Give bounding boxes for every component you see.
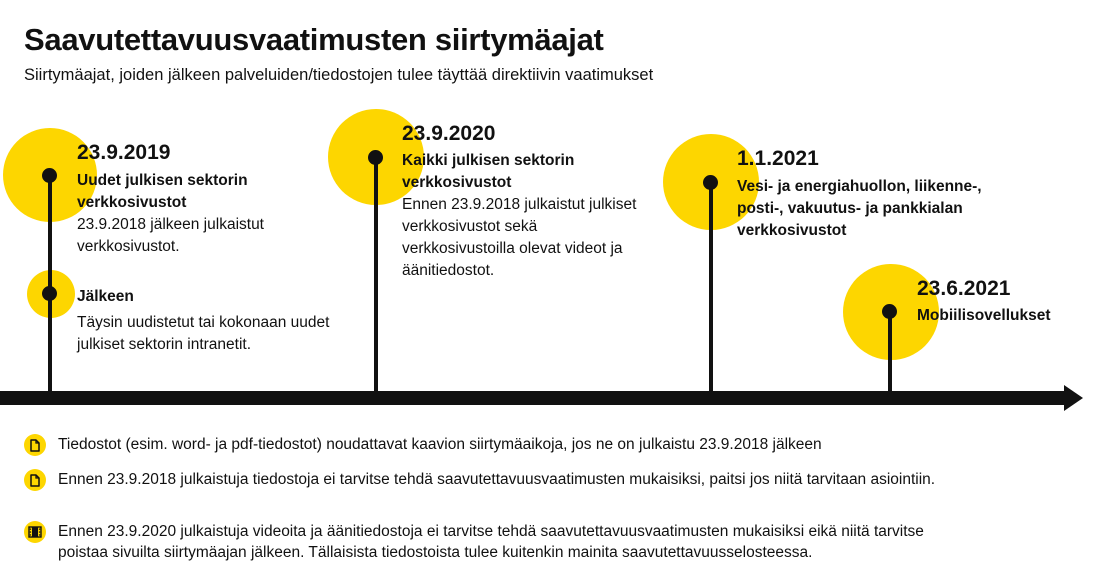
- milestone-label-1: [77, 141, 317, 258]
- milestone-description: Täysin uudistetut tai kokonaan uudet julkiset sektorin intranetit.: [77, 314, 330, 353]
- milestone-dot-1: [42, 168, 57, 183]
- milestone-heading: Vesi- ja energiahuollon, liikenne-, posti-, vakuutus- ja pankkialan verkkosivustot: [737, 178, 982, 239]
- milestone-label-4: [737, 147, 1002, 242]
- milestone-description: Ennen 23.9.2018 julkaistut julkiset verkkosivustot sekä verkkosivustoilla olevat videot ja äänitiedostot.: [402, 196, 637, 279]
- note-text: Ennen 23.9.2018 julkaistuja tiedostoja ei tarvitse tehdä saavutettavuusvaatimusten mukaisiksi, paitsi jos niitä tarvitaan asiointiin.: [58, 471, 936, 488]
- milestone-date: 23.9.2019: [77, 141, 171, 164]
- milestone-dot-4: [703, 175, 718, 190]
- milestone-stem-5: [888, 312, 892, 396]
- milestone-stem-4: [709, 182, 713, 396]
- milestone-dot-2: [42, 286, 57, 301]
- milestone-date: 23.6.2021: [917, 277, 1011, 300]
- milestone-label-5: [917, 277, 1097, 327]
- milestone-label-3: [402, 122, 652, 282]
- document-icon: [24, 434, 46, 456]
- page-title: Saavutettavuusvaatimusten siirtymäajat: [24, 22, 604, 57]
- milestone-heading: Jälkeen: [77, 288, 134, 305]
- milestone-label-2: [77, 286, 347, 356]
- milestone-heading: Uudet julkisen sektorin verkkosivustot: [77, 172, 248, 211]
- milestone-date: 23.9.2020: [402, 122, 496, 145]
- milestone-dot-5: [882, 304, 897, 319]
- document-icon: [24, 469, 46, 491]
- note-3: [24, 521, 948, 563]
- milestone-dot-3: [368, 150, 383, 165]
- milestone-description: 23.9.2018 jälkeen julkaistut verkkosivustot.: [77, 216, 264, 255]
- timeline-arrow-icon: [1064, 385, 1083, 411]
- note-text: Ennen 23.9.2020 julkaistuja videoita ja äänitiedostoja ei tarvitse tehdä saavutettavuusvaatimusten mukaisiksi eikä niitä tarvitse poistaa sivuilta siirtymäajan jälkeen. Tällaisista tiedostoista tulee kuitenkin mainita saavutettavuusselosteessa.: [58, 523, 924, 561]
- milestone-heading: Kaikki julkisen sektorin verkkosivustot: [402, 152, 575, 191]
- page-subtitle: Siirtymäajat, joiden jälkeen palveluiden/tiedostojen tulee täyttää direktiivin vaatimukset: [24, 66, 654, 84]
- milestone-heading: Mobiilisovellukset: [917, 307, 1051, 324]
- milestone-date: 1.1.2021: [737, 147, 819, 170]
- milestone-stem-3: [374, 157, 378, 396]
- film-icon: [24, 521, 46, 543]
- note-1: [24, 434, 948, 456]
- timeline-axis: [0, 391, 1066, 405]
- note-text: Tiedostot (esim. word- ja pdf-tiedostot) noudattavat kaavion siirtymäaikoja, jos ne on julkaistu 23.9.2018 jälkeen: [58, 436, 822, 453]
- note-2: [24, 469, 948, 491]
